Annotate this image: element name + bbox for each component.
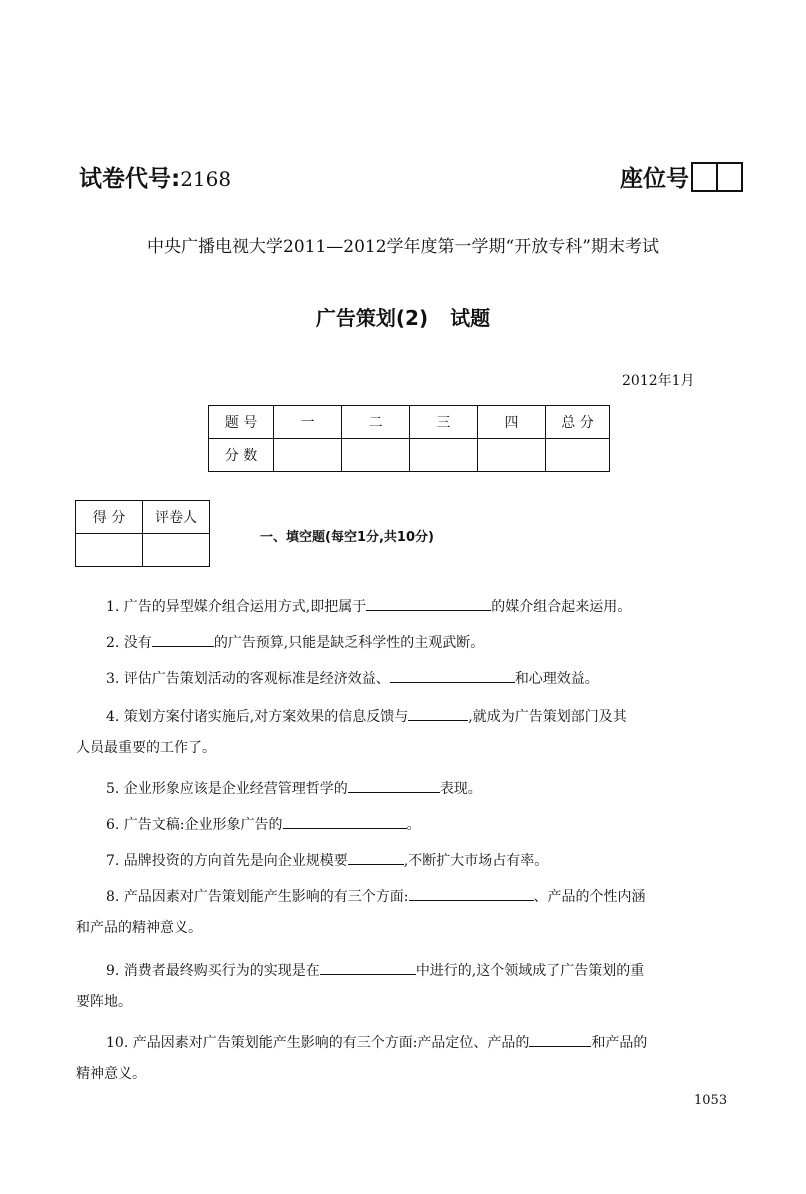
exam-subtitle: 中央广播电视大学2011—2012学年度第一学期“开放专科”期末考试 xyxy=(147,237,659,257)
answer-blank[interactable] xyxy=(283,814,407,829)
question-4: 4. 策划方案付诸实施后,对方案效果的信息反馈与 ,就成为广告策划部门及其 xyxy=(76,706,746,726)
question-3: 3. 评估广告策划活动的客观标准是经济效益、 和心理效益。 xyxy=(76,668,746,688)
score-cell[interactable] xyxy=(274,439,342,472)
score-cell[interactable] xyxy=(546,439,610,472)
score-cell[interactable] xyxy=(342,439,410,472)
answer-blank[interactable] xyxy=(152,632,214,647)
score-cell[interactable] xyxy=(478,439,546,472)
answer-blank[interactable] xyxy=(390,668,515,683)
exam-title-suffix: 试题 xyxy=(450,306,491,330)
question-9: 9. 消费者最终购买行为的实现是在 中进行的,这个领域成了广告策划的重 xyxy=(76,960,746,980)
seat-number xyxy=(620,160,743,193)
seat-label: 座位号 xyxy=(620,166,689,192)
answer-blank[interactable] xyxy=(348,778,440,793)
seat-number-box[interactable] xyxy=(691,162,743,192)
table-cell: 题 号 xyxy=(209,406,274,439)
table-cell: 二 xyxy=(342,406,410,439)
answer-blank[interactable] xyxy=(348,850,404,865)
question-10: 10. 产品因素对广告策划能产生影响的有三个方面:产品定位、产品的 和产品的 xyxy=(76,1032,746,1052)
section-title: 一、填空题(每空1分,共10分) xyxy=(260,530,434,545)
answer-blank[interactable] xyxy=(409,886,534,901)
exam-title-main: 广告策划(2) xyxy=(315,306,429,330)
score-cell[interactable] xyxy=(76,534,143,567)
question-4-cont: 人员最重要的工作了。 xyxy=(76,740,216,756)
table-cell: 四 xyxy=(478,406,546,439)
question-6: 6. 广告文稿:企业形象广告的 。 xyxy=(76,814,746,834)
score-cell[interactable] xyxy=(410,439,478,472)
question-7: 7. 品牌投资的方向首先是向企业规模要 ,不断扩大市场占有率。 xyxy=(76,850,746,870)
table-cell: 一 xyxy=(274,406,342,439)
score-table-header-row xyxy=(209,406,610,439)
grader-cell[interactable] xyxy=(143,534,210,567)
table-cell: 得 分 xyxy=(76,501,143,534)
score-table xyxy=(208,405,610,472)
table-cell: 分 数 xyxy=(209,439,274,472)
question-10-cont: 精神意义。 xyxy=(76,1066,146,1082)
question-9-cont: 要阵地。 xyxy=(76,994,132,1010)
score-table-score-row xyxy=(209,439,610,472)
table-cell: 三 xyxy=(410,406,478,439)
answer-blank[interactable] xyxy=(408,706,468,721)
page-number: 1053 xyxy=(694,1093,728,1108)
question-8: 8. 产品因素对广告策划能产生影响的有三个方面: 、产品的个性内涵 xyxy=(76,886,746,906)
answer-blank[interactable] xyxy=(320,960,416,975)
paper-code-label: 试卷代号: xyxy=(79,166,181,192)
question-5: 5. 企业形象应该是企业经营管理哲学的 表现。 xyxy=(76,778,746,798)
table-cell: 评卷人 xyxy=(143,501,210,534)
question-1: 1. 广告的异型媒介组合运用方式,即把属于 的媒介组合起来运用。 xyxy=(76,596,746,616)
question-8-cont: 和产品的精神意义。 xyxy=(76,920,202,936)
paper-code xyxy=(79,160,231,193)
answer-blank[interactable] xyxy=(529,1032,591,1047)
exam-title xyxy=(0,302,806,331)
answer-blank[interactable] xyxy=(366,596,491,611)
table-cell: 总 分 xyxy=(546,406,610,439)
grader-table xyxy=(75,500,210,567)
exam-date: 2012年1月 xyxy=(622,373,695,389)
paper-code-number: 2168 xyxy=(180,167,232,191)
question-2: 2. 没有 的广告预算,只能是缺乏科学性的主观武断。 xyxy=(76,632,746,652)
